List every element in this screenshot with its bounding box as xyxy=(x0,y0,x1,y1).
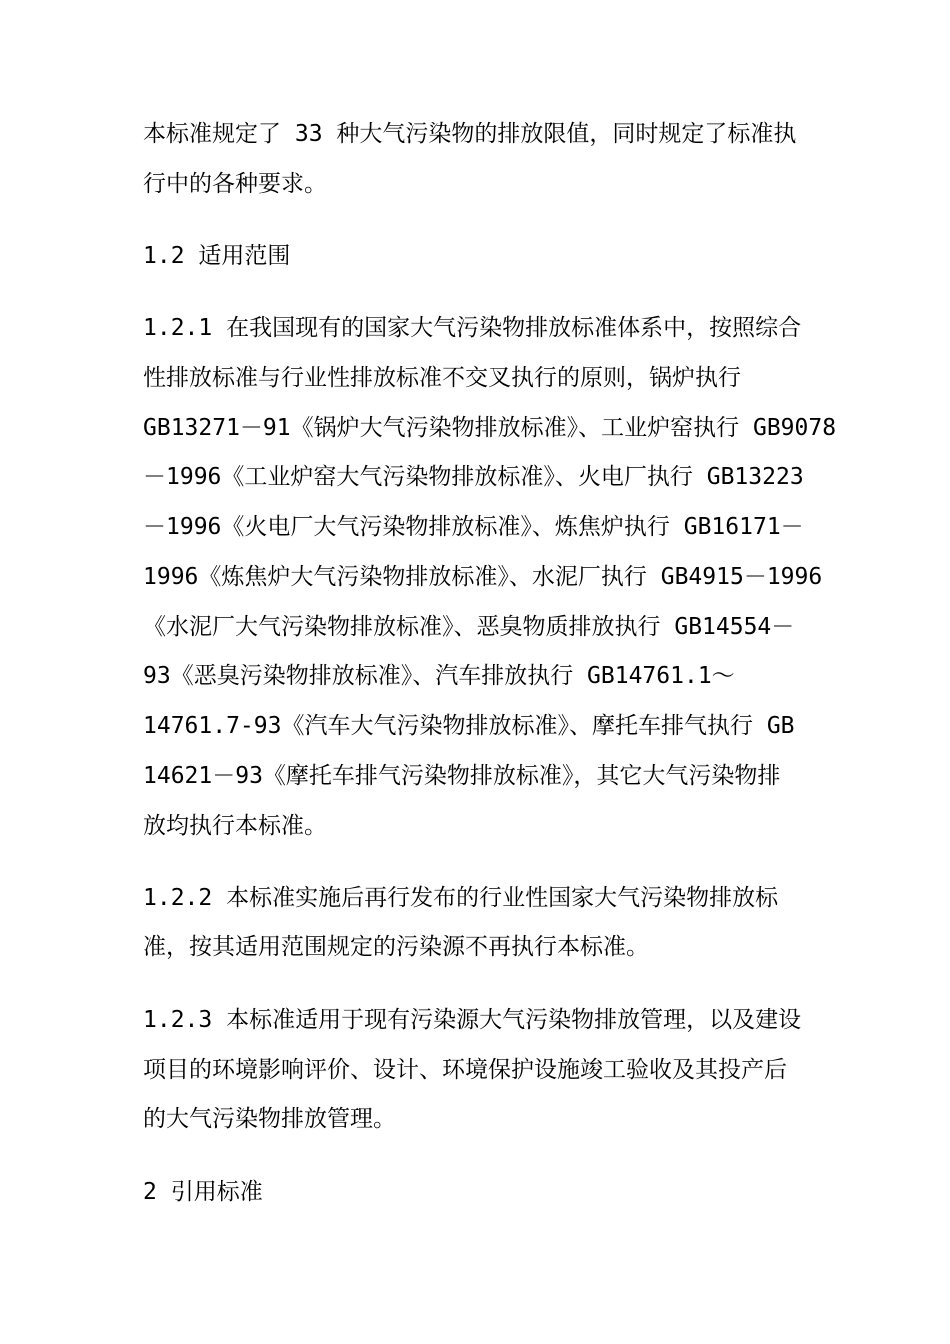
text-line: GB13271－91《锅炉大气污染物排放标准》、工业炉窑执行 GB9078 xyxy=(143,415,837,441)
text-line: 本标准规定了 33 种大气污染物的排放限值，同时规定了标准执 xyxy=(143,121,797,147)
section-heading: 2 引用标准 xyxy=(143,1179,263,1205)
text-line: 1.2.3 本标准适用于现有污染源大气污染物排放管理，以及建设 xyxy=(143,1007,802,1033)
text-line: 行中的各种要求。 xyxy=(143,171,327,197)
text-line: 《水泥厂大气污染物排放标准》、恶臭物质排放执行 GB14554－ xyxy=(143,614,795,640)
text-line: 项目的环境影响评价、设计、环境保护设施竣工验收及其投产后 xyxy=(143,1057,787,1083)
text-line: 1996《炼焦炉大气污染物排放标准》、水泥厂执行 GB4915－1996 xyxy=(143,564,823,590)
text-line: 的大气污染物排放管理。 xyxy=(143,1106,396,1132)
text-line: 14761.7-93《汽车大气污染物排放标准》、摩托车排气执行 GB xyxy=(143,713,795,739)
section-heading: 1.2 适用范围 xyxy=(143,243,291,269)
text-line: －1996《火电厂大气污染物排放标准》、炼焦炉执行 GB16171－ xyxy=(143,514,804,540)
text-line: 1.2.2 本标准实施后再行发布的行业性国家大气污染物排放标 xyxy=(143,885,779,911)
text-line: －1996《工业炉窑大气污染物排放标准》、火电厂执行 GB13223 xyxy=(143,464,804,490)
text-line: 93《恶臭污染物排放标准》、汽车排放执行 GB14761.1～ xyxy=(143,663,735,689)
text-line: 14621－93《摩托车排气污染物排放标准》，其它大气污染物排 xyxy=(143,763,781,789)
text-line: 性排放标准与行业性排放标准不交叉执行的原则，锅炉执行 xyxy=(143,365,741,391)
text-line: 准，按其适用范围规定的污染源不再执行本标准。 xyxy=(143,934,649,960)
text-line: 放均执行本标准。 xyxy=(143,813,327,839)
text-line: 1.2.1 在我国现有的国家大气污染物排放标准体系中，按照综合 xyxy=(143,315,802,341)
